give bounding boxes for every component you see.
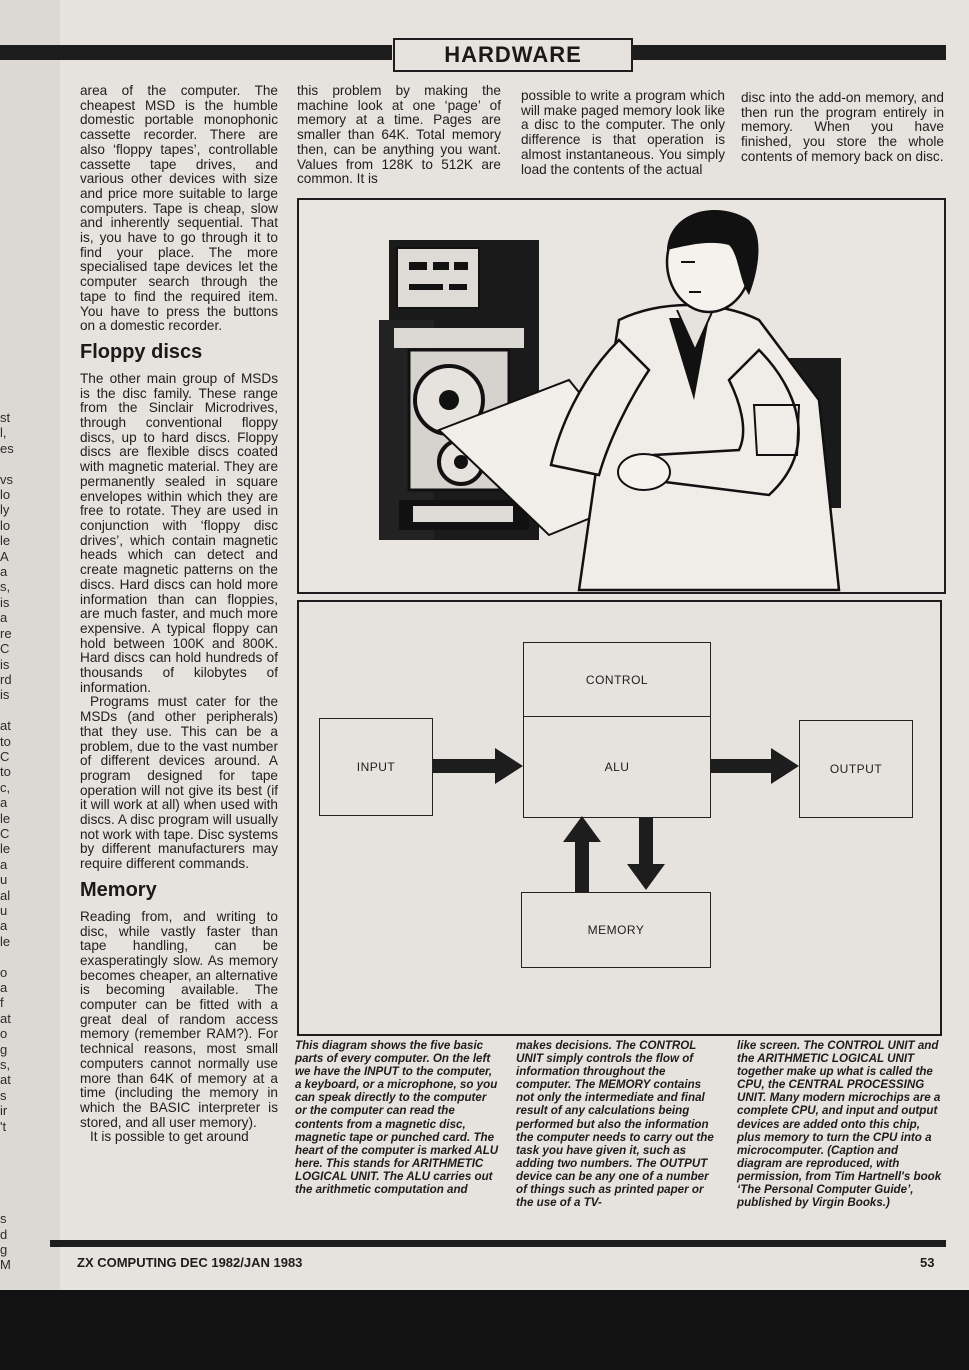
- column-1: [80, 84, 278, 1145]
- facing-page-text-fragments: st l, es vs lo ly lo le A a s, is a re C is rd is at to C to c, a le C le a u al u a le o a f at o g s, at s ir 't s d g M: [0, 410, 14, 1273]
- arrow-alu-to-memory: [627, 818, 665, 890]
- paragraph: area of the computer. The cheapest MSD is the humble domestic portable monophonic cassette recorder. There are also ‘floppy tapes’, controllable cassette tape drives, and various other devices with size and price more suitable to large computers. Tape is cheap, slow and inherently sequential. That is, you have to go through it to find your place. The more specialised tape devices let the computer search through the tape to find the required item. You have to press the buttons on a domestic recorder.: [80, 83, 278, 334]
- footer-rule: [50, 1240, 946, 1247]
- paragraph: Reading from, and writing to disc, while vastly faster than tape handling, can be exasperatingly slow. As memory becomes cheaper, an alternative is becoming available. The computer can be fitted with a great deal of random access memory (remember RAM?). For technical reasons, most small computers cannot normally use more than 64K of memory at a time (including the memory in which the BASIC interpreter is stored, and all user memory).: [80, 908, 278, 1130]
- output-box: OUTPUT: [799, 720, 913, 818]
- caption-column-3: like screen. The CONTROL UNIT and the ARITHMETIC LOGICAL UNIT together make up what is called the CPU, the CENTRAL PROCESSING UNIT. Many modern microchips are a complete CPU, and input and output devices are added onto this chip, plus memory to turn the CPU into a microcomputer. (Caption and diagram are reproduced, with permission, from Tim Hartnell's book ‘The Personal Computer Guide’, published by Virgin Books.): [737, 1039, 942, 1210]
- input-box: INPUT: [319, 718, 433, 816]
- computer-operator-drawing: [299, 200, 944, 592]
- arrow-alu-to-output: [711, 748, 799, 784]
- scan-background: [0, 1290, 969, 1370]
- arrow-input-to-alu: [433, 748, 523, 784]
- computer-block-diagram: [297, 600, 942, 1036]
- column-2: this problem by making the machine look at one ‘page’ of memory at a time. Pages are smaller than 64K. Total memory then, can be anything you want. Values from 128K to 512K are common. It is: [297, 83, 501, 187]
- alu-box: ALU: [523, 716, 711, 818]
- caption-column-2: makes decisions. The CONTROL UNIT simply controls the flow of information throughout the computer. The MEMORY contains not only the intermediate and final result of any calculations being performed but also the information the computer needs to carry out the task you have given it, such as adding two numbers. The OUTPUT device can be any one of a number of things such as printed paper or the use of a TV-: [516, 1039, 714, 1210]
- subheading-floppy-discs: Floppy discs: [80, 340, 203, 363]
- column-4: disc into the add-on memory, and then run the program entirely in memory. When you have finished, you store the whole contents of memory back on disc.: [741, 90, 944, 164]
- magazine-issue: ZX COMPUTING DEC 1982/JAN 1983: [77, 1255, 303, 1270]
- header-rule-right: [630, 45, 946, 60]
- paragraph: Programs must cater for the MSDs (and other peripherals) that they use. This can be a problem, due to the vast number of different devices around. A program designed for tape operation will not give its best (if it will work at all) when used with discs. A disc program will usually not work with tape. Disc systems by different manufacturers may require different commands.: [80, 694, 278, 872]
- caption-column-1: This diagram shows the five basic parts of every computer. On the left we have the INPUT to the computer, a keyboard, or a microphone, so you can speak directly to the computer or the computer can read the contents from a magnetic disc, magnetic tape or punched card. The heart of the computer is marked ALU here. This stands for ARITHMETIC LOGICAL UNIT. The ALU carries out the arithmetic computation and: [295, 1039, 499, 1197]
- page-number: 53: [920, 1255, 935, 1270]
- diagram-arrows: [299, 602, 940, 1034]
- section-title: HARDWARE: [393, 38, 633, 72]
- arrow-memory-to-alu: [563, 816, 601, 892]
- memory-box: MEMORY: [521, 892, 711, 968]
- control-box: CONTROL: [523, 642, 711, 718]
- column-3: possible to write a program which will make paged memory look like a disc to the computer. The only difference is that operation is almost instantaneous. You simply load the contents of the actual: [521, 88, 725, 177]
- subheading-memory: Memory: [80, 878, 157, 901]
- header-rule-left: [0, 45, 392, 60]
- illustration-man-at-tape-computer: [297, 198, 946, 594]
- paragraph: It is possible to get around: [90, 1129, 249, 1145]
- paragraph: The other main group of MSDs is the disc family. These range from the Sinclair Microdrives, through conventional floppy discs, up to hard discs. Floppy discs are flexible discs coated with magnetic material. They are permanently sealed in square envelopes within which they are free to rotate. They are used in conjunction with ‘floppy disc drives’, which contain magnetic heads which can detect and create magnetic patterns on the discs. Hard discs can hold more information than can floppies, are much faster, and much more expensive. A typical floppy can hold between 100K and 800K. Hard discs can hold hundreds of thousands of kilobytes of information.: [80, 370, 278, 695]
